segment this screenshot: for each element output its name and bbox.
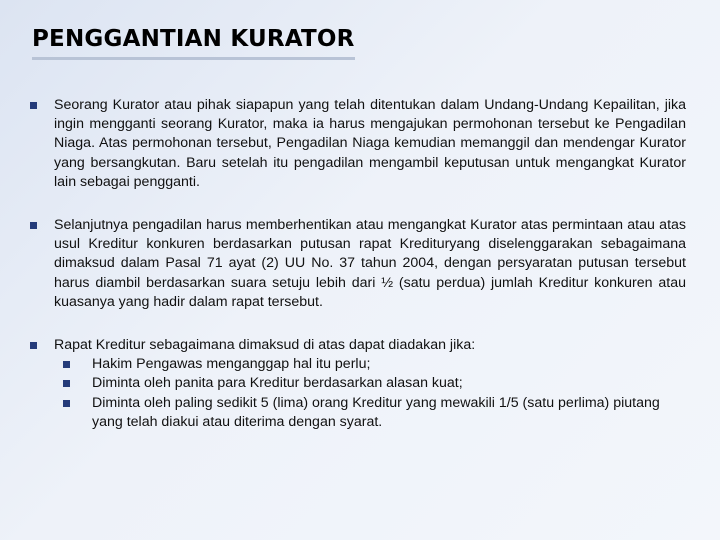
bullet-list	[30, 96, 686, 432]
square-bullet-icon	[30, 222, 37, 229]
sub-bullet-text: Diminta oleh panita para Kreditur berdasarkan alasan kuat;	[92, 375, 463, 392]
sub-bullet-item	[54, 374, 686, 393]
sub-bullet-list	[54, 355, 686, 432]
sub-bullet-item	[54, 355, 686, 374]
square-bullet-icon	[63, 361, 70, 368]
square-bullet-icon	[30, 102, 37, 109]
bullet-item	[30, 216, 686, 312]
bullet-text: Rapat Kreditur sebagaimana dimaksud di atas dapat diadakan jika:	[54, 337, 476, 354]
bullet-item	[30, 336, 686, 432]
square-bullet-icon	[63, 380, 70, 387]
bullet-item	[30, 96, 686, 192]
bullet-text: Seorang Kurator atau pihak siapapun yang telah ditentukan dalam Undang-Undang Kepailitan, jika ingin mengganti seorang Kurator, maka ia harus mengajukan permohonan tersebut ke Pengadilan Niaga. Atas permohonan tersebut, Pengadilan Niaga kemudian memanggil dan mendengar Kurator yang bersangkutan. Baru setelah itu pengadilan mengambil keputusan untuk mengangkat Kurator lain sebagai pengganti.	[54, 97, 686, 190]
sub-bullet-text: Hakim Pengawas menganggap hal itu perlu;	[92, 356, 371, 373]
square-bullet-icon	[63, 400, 70, 407]
sub-bullet-item	[54, 394, 686, 432]
square-bullet-icon	[30, 342, 37, 349]
slide-title: PENGGANTIAN KURATOR	[32, 26, 355, 60]
bullet-text: Selanjutnya pengadilan harus memberhentikan atau mengangkat Kurator atas permintaan atau atas usul Kreditur konkuren berdasarkan putusan rapat Kredituryang diselenggarakan sebagaimana dimaksud dalam Pasal 71 ayat (2) UU No. 37 tahun 2004, dengan persyaratan putusan tersebut harus diambil berdasarkan suara setuju lebih dari ½ (satu perdua) jumlah Kreditur konkuren atau kuasanya yang hadir dalam rapat tersebut.	[54, 217, 686, 310]
sub-bullet-text: Diminta oleh paling sedikit 5 (lima) orang Kreditur yang mewakili 1/5 (satu perlima) piutang yang telah diakui atau diterima dengan syarat.	[92, 394, 660, 430]
